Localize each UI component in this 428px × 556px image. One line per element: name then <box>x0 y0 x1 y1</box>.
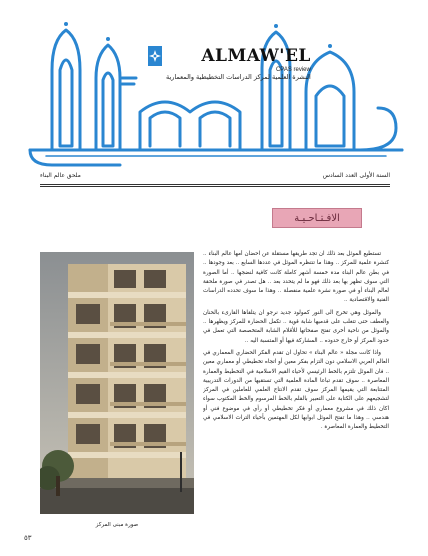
article-paragraph-1: تستطيع الموئل بعد ذلك ان تجد طريقها مستقلة عن احضان أمها عالم البناء .. كنشرة علمية للمركز .. وهذا ما تنتظره الموئل في عددها السابع .. بعد وجودها .. في بطن عالم البناء مدة خمسة أشهر كاملة كانت كافية لنضجها .. أما الصورة التي سوف تظهر بها بعد ذلك فهو ما لم يتحدد بعد .. هل تصدر في صورة ملحقة لعالم البناء أو في صورة نشرة علمية منفصلة .. وهذا ما سوف تحدده الدراسات الفنية والاقتصادية .. <box>203 251 389 304</box>
building-photo <box>40 252 194 514</box>
brand-title: ALMAW'EL <box>201 46 311 66</box>
calligraphy-logo <box>0 0 428 175</box>
article-body <box>203 250 389 518</box>
article-paragraph-3: واذا كانت مجلة « عالم البناء » تحاول ان تقدم الفكر الحضاري المعماري في العالم العربي الاسلامي دون التزام بفكر معين أو اتجاه تخطيطي أو معماري معين .. فان الموئل تلتزم بالخط الرئيسي لأحياء القيم الاسلامية في التخطيط والعمارة المعاصرة .. سوف تقدم تباعا المادة العلمية التي تستقيها من الدورات التدريبية المتتابعة التي يقيمها المركز سوف تقدم الانتاج العلمي للعاملين في المركز لتشجيعهم على الكتابة على التعبير بالقلم بالخط المرسوم والخط المكتوب سواء اكان ذلك في مشروع معماري أو فكر تخطيطي أو رأي في موضوع فني أو هندسي .. وهذا ما تفتح الموئل ابوابها لكل المهتمين بأحياء التراث الاسلامي في التخطيط والعمارة المعاصرة . <box>203 349 389 431</box>
top-divider-thin <box>40 186 390 187</box>
page-number: ٥٣ <box>24 534 32 542</box>
brand-block <box>148 46 311 81</box>
supplement-label: ملحق عالم البناء <box>40 172 81 179</box>
photo-caption: صورة مبنى المركز <box>95 522 139 528</box>
brand-arabic-subtitle: النشرة العلمية لمركز الدراسات التخطيطية والمعمارية <box>166 73 311 81</box>
building-illustration <box>40 252 194 514</box>
editorial-heading: الافـتـاحـيـة <box>272 208 362 228</box>
issue-number: السنة الأولى العدد السادس <box>322 172 390 179</box>
article-paragraph-2: والموئل وهي تخرج الى النور كمولود جديد نرجو ان يتلقاها القارىء بالحنان والعطف حتى تتغلب على قدميها شابة قوية .. تكمل الحضارة للمركز ويظهرها .. والموئل من ناحية أخرى تفتح صفحاتها للأقلام الشابة المتخصصة التي تعمل في حدود المركز أو خارج حدوده .. المشاركة فيها أو المتسبة اليه .. <box>203 309 389 344</box>
brand-subtitle: CPAS review <box>275 67 311 73</box>
issue-meta <box>40 172 390 179</box>
masthead <box>0 0 428 175</box>
top-divider <box>40 184 390 185</box>
cpas-logo-icon <box>148 46 162 66</box>
